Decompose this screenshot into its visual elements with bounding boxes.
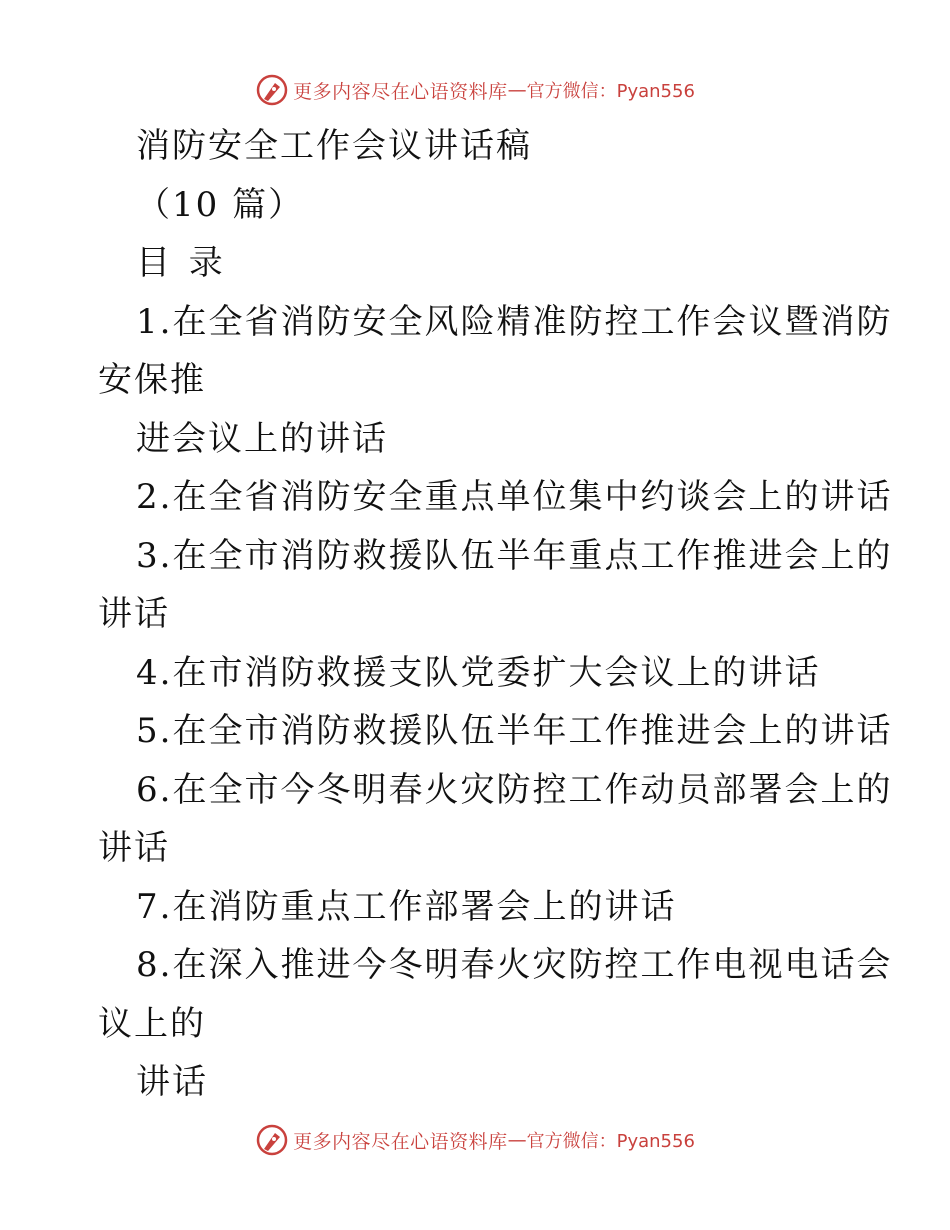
toc-line: 5.在全市消防救援队伍半年工作推进会上的讲话: [136, 711, 893, 751]
watermark-main-text: 更多内容尽在心语资料库: [293, 80, 508, 103]
document-title: 消防安全工作会议讲话稿: [136, 126, 532, 166]
toc-line: 2.在全省消防安全重点单位集中约谈会上的讲话: [136, 477, 893, 517]
document-count: （10 篇）: [136, 184, 305, 225]
toc-heading: 目 录: [136, 243, 227, 283]
pen-nib-icon: [255, 73, 289, 107]
watermark-banner-top: [0, 70, 950, 110]
toc-line: 1.在全省消防安全风险精准防控工作会议暨消防: [136, 301, 893, 342]
toc-line: 安保推: [98, 360, 206, 400]
toc-line: 8.在深入推进今冬明春火灾防控工作电视电话会: [136, 945, 893, 985]
toc-line: 讲话: [136, 1062, 208, 1102]
watermark-banner-bottom: [0, 1120, 950, 1160]
toc-line: 7.在消防重点工作部署会上的讲话: [136, 886, 677, 927]
toc-line: 进会议上的讲话: [136, 418, 388, 459]
toc-line: 3.在全市消防救援队伍半年重点工作推进会上的: [136, 535, 893, 576]
toc-line: 讲话: [98, 828, 170, 868]
watermark-dash: —: [507, 1129, 527, 1151]
document-body: [98, 117, 893, 1112]
toc-line: 议上的: [98, 1003, 206, 1044]
pen-nib-icon: [255, 1123, 289, 1157]
watermark-sub-text: 官方微信：Pyan556: [526, 1131, 695, 1152]
watermark-dash: —: [507, 79, 527, 101]
watermark-main-text: 更多内容尽在心语资料库: [293, 1130, 508, 1153]
toc-line: 4.在市消防救援支队党委扩大会议上的讲话: [136, 652, 821, 693]
watermark-sub-text: 官方微信：Pyan556: [526, 81, 695, 102]
toc-line: 讲话: [98, 594, 170, 634]
toc-line: 6.在全市今冬明春火灾防控工作动员部署会上的: [136, 769, 893, 810]
table-of-contents: [98, 293, 893, 1112]
